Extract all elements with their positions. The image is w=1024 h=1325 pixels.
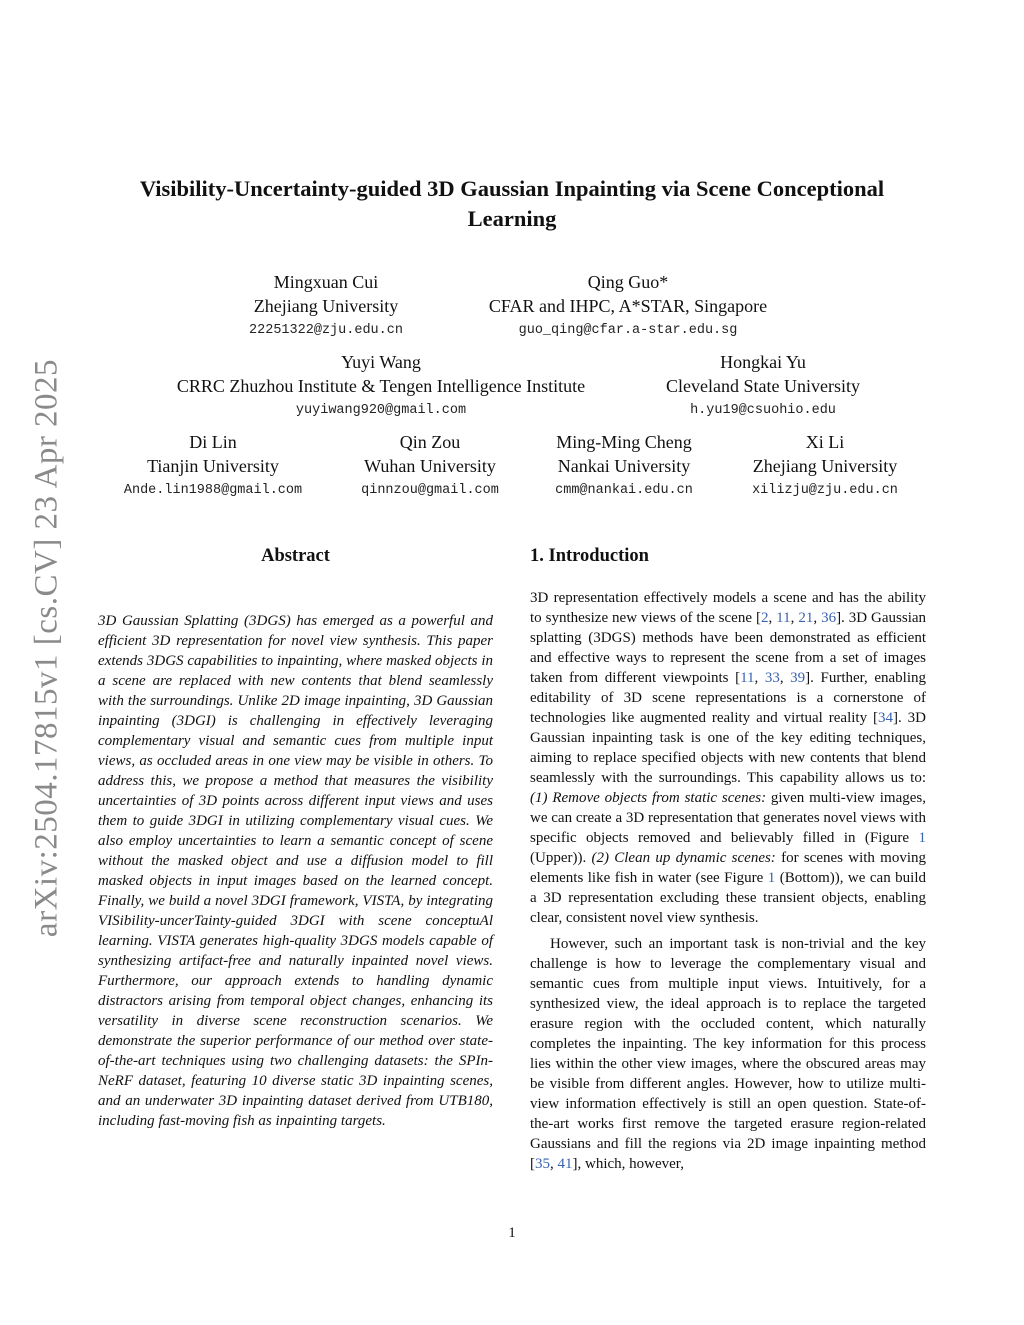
citation-link[interactable]: 21 [798, 610, 814, 626]
author-name: Ming-Ming Cheng [556, 432, 692, 452]
introduction-body [530, 588, 926, 1174]
citation-link[interactable]: 11 [740, 670, 755, 686]
author-block [361, 430, 499, 501]
author-email[interactable]: cmm@nankai.edu.cn [555, 483, 693, 498]
author-block [489, 270, 767, 341]
figure-link[interactable]: 1 [918, 830, 926, 846]
author-email[interactable]: h.yu19@csuohio.edu [690, 403, 836, 418]
author-email[interactable]: Ande.lin1988@gmail.com [123, 483, 303, 498]
author-name: Qin Zou [399, 432, 461, 452]
author-name: Xi Li [805, 432, 845, 452]
citation-link[interactable]: 36 [821, 610, 837, 626]
arxiv-identifier: arXiv:2504.17815v1 [cs.CV] 23 Apr 2025 [28, 358, 65, 938]
author-block [752, 430, 898, 501]
title-line-2: Learning [467, 206, 557, 231]
figure-link[interactable]: 1 [767, 870, 776, 886]
author-name: Yuyi Wang [341, 352, 421, 372]
citation-link[interactable]: 34 [878, 710, 893, 726]
author-affiliation: Zhejiang University [253, 296, 399, 316]
author-name: Mingxuan Cui [273, 272, 379, 292]
intro-paragraph-2: However, such an important task is non-trivial and the key challenge is how to leverage the complementary visual and semantic cues from multiple input views. Intuitively, for a synthesized view, the ideal approach is to replace the targeted erasure region with the occluded content, which naturally completes the inpainting. The key information for this process lies within the other view images, where the obscured areas may be visible from different angles. However, how to utilize multi-view information effectively is still an open question. State-of-the-art works first remove the targeted erasure region-related Gaussians and fill the regions via 2D image inpainting method [35, 41], which, however, [530, 936, 926, 1172]
citation-link[interactable]: 2 [760, 610, 769, 626]
intro-paragraph-1: 3D representation effectively models a scene and has the ability to synthesize new views of the scene [2, 11, 21, 36]. 3D Gaussian splatting (3DGS) methods have been demonstrated as efficient and effective ways to represent the scene from a set of images taken from different viewpoints [11, 33, 39]. Further, enabling editability of 3D scene representations is a cornerstone of technologies like augmented reality and virtual reality [34]. 3D Gaussian inpainting task is one of the key editing techniques, aiming to replace specified objects with new contents that blend seamlessly with the surroundings. This capability allows us to: (1) Remove objects from static scenes: given multi-view images, we can create a 3D representation that generates novel views with specific objects removed and believably filled in (Figure 1 (Upper)). (2) Clean up dynamic scenes: for scenes with moving elements like fish in water (see Figure 1 (Bottom)), we can build a 3D representation excluding these transient objects, enabling clear, consistent novel view synthesis. [530, 590, 927, 926]
citation-link[interactable]: 33 [764, 670, 780, 686]
title-line-1: Visibility-Uncertainty-guided 3D Gaussian Inpainting via Scene Conceptional [139, 176, 885, 201]
author-block [555, 430, 693, 501]
citation-link[interactable]: 35 [535, 1156, 550, 1172]
author-affiliation: Wuhan University [364, 456, 496, 476]
author-name: Qing Guo* [587, 272, 669, 292]
author-email[interactable]: qinnzou@gmail.com [361, 483, 499, 498]
abstract-paragraph: 3D Gaussian Splatting (3DGS) has emerged as a powerful and efficient 3D representation for novel view synthesis. This paper extends 3DGS capabilities to inpainting, where masked objects in a scene are replaced with new contents that blend seamlessly with the surroundings. Unlike 2D image inpainting, 3D Gaussian inpainting (3DGI) is challenging in effectively leveraging complementary visual and semantic cues from multiple input views, as occluded areas in one view may be visible in others. To address this, we propose a method that measures the visibility uncertainties of 3D points across different input views and uses them to guide 3DGI in utilizing complementary visual cues. We also employ uncertainties to learn a semantic concept of scene without the masked object and use a diffusion model to fill masked objects in input images based on the learned concept. Finally, we build a novel 3DGI framework, VISTA, by integrating VISibility-uncerTainty-guided 3DGI with scene conceptuAl learning. VISTA generates high-quality 3DGS models capable of synthesizing artifact-free and naturally inpainted novel views. Furthermore, our approach extends to handling dynamic distractors arising from temporal object changes, enhancing its versatility in diverse scene reconstruction scenarios. We demonstrate the superior performance of our method over state-of-the-art techniques using two challenging datasets: the SPIn-NeRF dataset, featuring 10 diverse static 3D inpainting scenes, and an underwater 3D inpainting dataset derived from UTB180, including fast-moving fish as inpainting targets. [98, 613, 493, 1129]
author-affiliation: Zhejiang University [752, 456, 898, 476]
page-number: 1 [508, 1225, 516, 1241]
author-email[interactable]: 22251322@zju.edu.cn [249, 323, 403, 338]
citation-link[interactable]: 39 [790, 670, 806, 686]
citation-link[interactable]: 41 [557, 1156, 573, 1172]
author-email[interactable]: xilizju@zju.edu.cn [752, 483, 898, 498]
citation-link[interactable]: 11 [776, 610, 791, 626]
author-name: Hongkai Yu [720, 352, 806, 372]
author-affiliation: Nankai University [557, 456, 691, 476]
author-block [124, 430, 302, 501]
paper-title [90, 174, 934, 234]
author-block [177, 350, 585, 421]
author-affiliation: CFAR and IHPC, A*STAR, Singapore [488, 296, 768, 316]
author-email[interactable]: yuyiwang920@gmail.com [295, 403, 467, 418]
abstract-heading: Abstract [261, 546, 330, 566]
author-affiliation: Cleveland State University [666, 376, 860, 396]
author-affiliation: Tianjin University [147, 456, 279, 476]
author-email[interactable]: guo_qing@cfar.a-star.edu.sg [518, 323, 738, 338]
author-name: Di Lin [189, 432, 237, 452]
author-block [666, 350, 860, 421]
introduction-heading: 1. Introduction [530, 546, 649, 566]
author-block [249, 270, 403, 341]
abstract-body [98, 611, 493, 1131]
author-affiliation: CRRC Zhuzhou Institute & Tengen Intelligence Institute [176, 376, 586, 396]
